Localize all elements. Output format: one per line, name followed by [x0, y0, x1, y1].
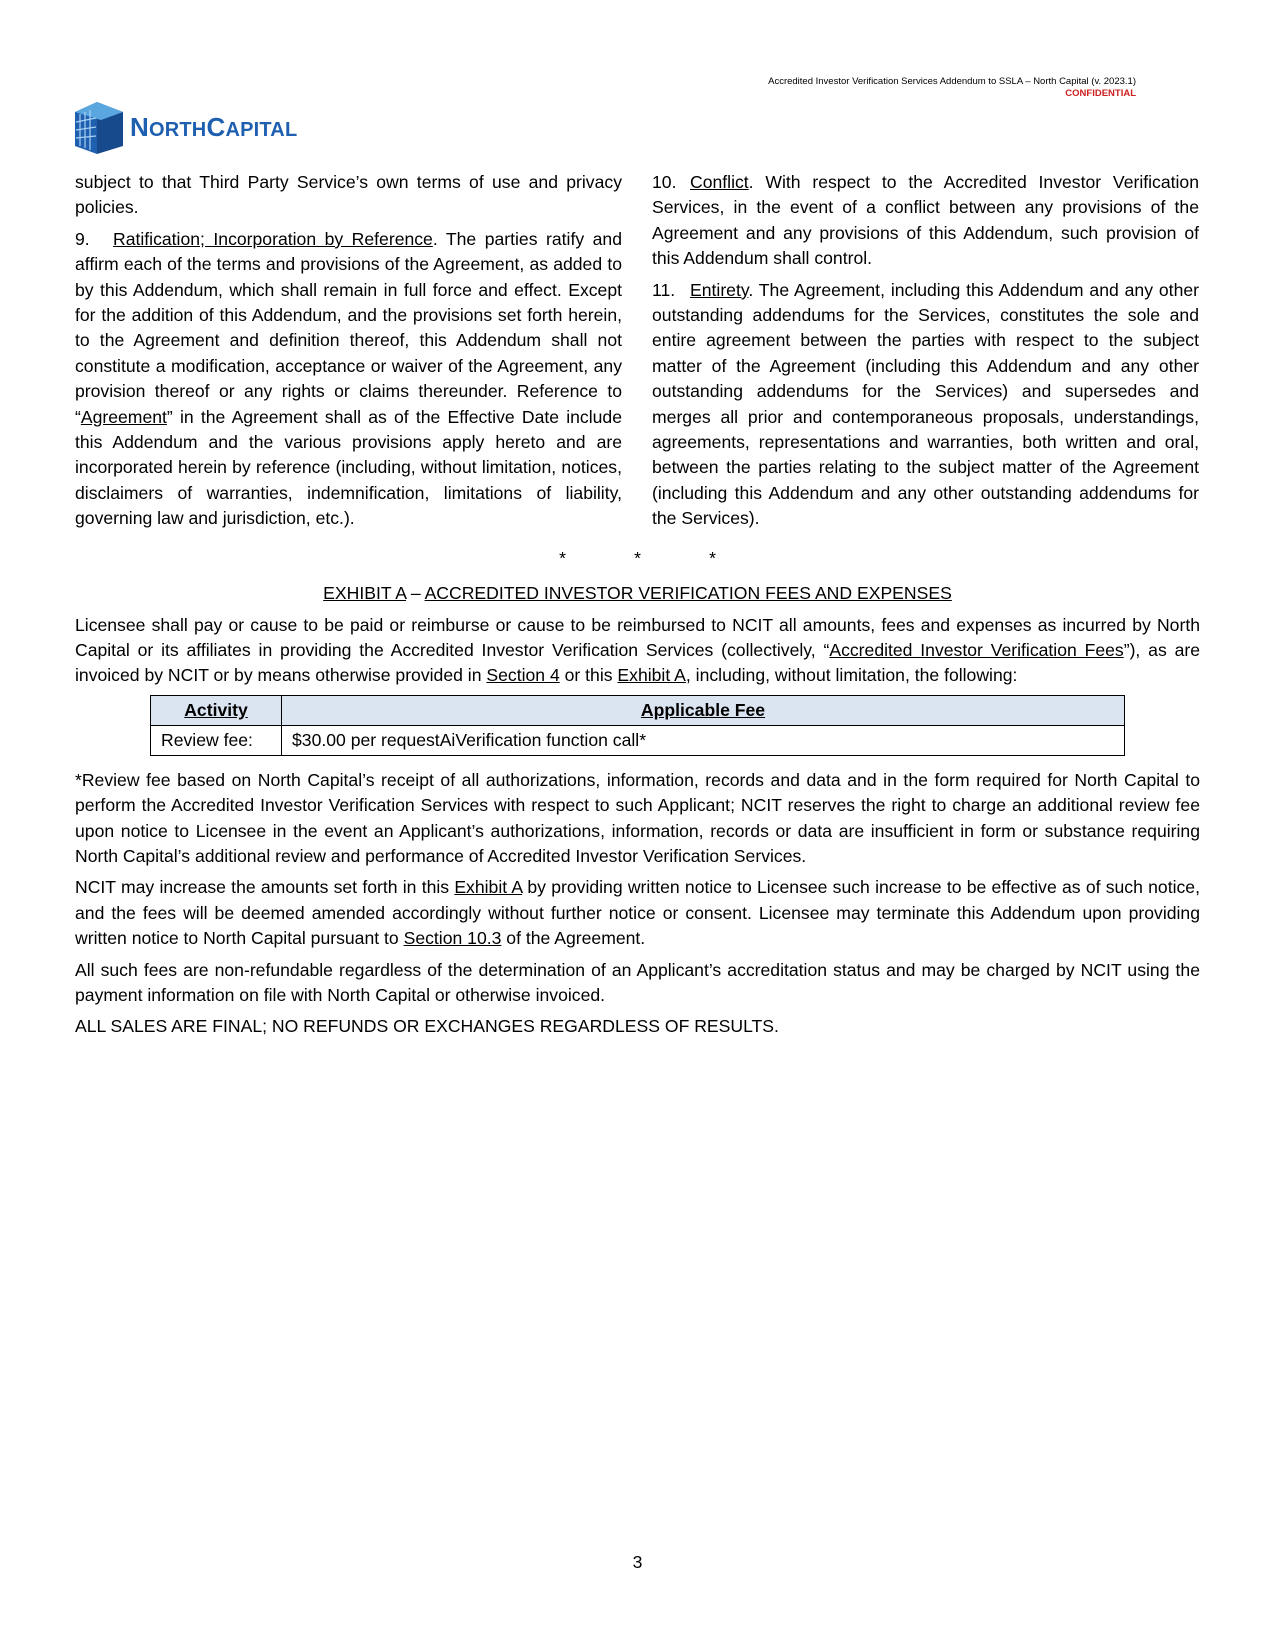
confidential-label: CONFIDENTIAL [1065, 88, 1136, 99]
exhibit-title: ACCREDITED INVESTOR VERIFICATION FEES AND EXPENSES [424, 583, 952, 604]
section-9-text-b: ” in the Agreement shall as of the Effective Date include this Addendum and the various provisions apply hereto and are incorporated herein by reference (including, without limitation, notices, disclaimers of warranties, indemnification, limitations of liability, governing law and jurisdiction, etc.). [75, 406, 622, 529]
fee-cell: $30.00 per requestAiVerification function call* [282, 725, 1125, 755]
northcapital-logo [75, 98, 297, 156]
separator-star: * [634, 547, 641, 568]
applicable-fee-header: Applicable Fee [282, 695, 1125, 725]
review-fee-note: *Review fee based on North Capital’s receipt of all authorizations, information, records and data and in the form required for North Capital to perform the Accredited Investor Verification Services with respect to such Applicant; NCIT reserves the right to charge an additional review fee upon notice to Licensee in the event an Applicant’s authorizations, information, records or data are insufficient in form or substance requiring North Capital’s additional review and performance of Accredited Investor Verification Services. [75, 769, 1200, 866]
section-10-3-reference: Section 10.3 [403, 928, 502, 949]
right-column [652, 170, 1199, 538]
section-9-title: Ratification; Incorporation by Reference [113, 228, 433, 249]
sales-final-paragraph: ALL SALES ARE FINAL; NO REFUNDS OR EXCHANGES REGARDLESS OF RESULTS. [75, 1016, 779, 1037]
brand-orth: ORTH [148, 119, 207, 141]
exhibit-intro-a: Licensee shall pay or cause to be paid or reimburse or cause to be reimbursed to NCIT all amounts, fees and expenses as incurred by North Capital or its affiliates in providing the Accredited Investor Verification Services (collectively, “ [75, 614, 1200, 660]
exhibit-intro-c: or this [559, 665, 618, 686]
section-11 [652, 278, 1199, 532]
section-4-reference: Section 4 [486, 665, 560, 686]
section-separator [75, 546, 1200, 571]
increase-text-c: of the Agreement. [501, 928, 646, 949]
brand-letter-n: N [130, 112, 149, 142]
brand-letter-c: C [206, 112, 226, 142]
fee-increase-paragraph [75, 875, 1200, 951]
fee-table [150, 695, 1125, 756]
section-10-title: Conflict [690, 172, 749, 192]
two-column-section [75, 170, 1200, 538]
separator-star: * [559, 547, 566, 568]
header-title: Accredited Investor Verification Services Addendum to SSLA – North Capital (v. 2023.1) [768, 76, 1136, 87]
increase-text-b: by providing written notice to Licensee such increase to be effective as of such notice, and the fees will be deemed amended accordingly without further notice or consent. Licensee may terminate this Addendum upon providing written notice to North Capital pursuant to [75, 877, 1200, 949]
exhibit-a-reference: Exhibit A [617, 665, 686, 686]
table-row [151, 725, 1125, 755]
section-11-number: 11. [652, 279, 676, 300]
exhibit-label: EXHIBIT A [323, 583, 406, 604]
exhibit-dash: – [405, 583, 425, 604]
left-column [75, 170, 622, 538]
separator-star: * [709, 547, 716, 568]
activity-cell: Review fee: [151, 725, 282, 755]
continued-paragraph: subject to that Third Party Service’s own terms of use and privacy policies. [75, 172, 622, 218]
section-10 [652, 170, 1199, 272]
brand-apital: APITAL [225, 119, 298, 141]
exhibit-intro-d: , including, without limitation, the following: [685, 665, 1018, 686]
section-11-title: Entirety [690, 279, 749, 300]
exhibit-intro-b: ”), as are invoiced by NCIT or by means otherwise provided in [75, 639, 1200, 686]
section-10-text: . With respect to the Accredited Investor Verification Services, in the event of a conflict between any provisions of the Agreement and any provisions of this Addendum, such provision of this Addendum shall control. [652, 172, 1199, 269]
exhibit-intro [75, 613, 1200, 689]
section-10-number: 10. [652, 172, 677, 192]
agreement-term: Agreement [80, 406, 167, 427]
exhibit-heading [75, 581, 1200, 606]
increase-text-a: NCIT may increase the amounts set forth in this [75, 877, 455, 898]
exhibit-a-reference: Exhibit A [454, 877, 523, 898]
fee-table-header-row [151, 695, 1125, 725]
section-9 [75, 227, 622, 532]
activity-header: Activity [151, 695, 282, 725]
non-refundable-paragraph: All such fees are non-refundable regardless of the determination of an Applicant’s accreditation status and may be charged by NCIT using the payment information on file with North Capital or otherwise invoiced. [75, 959, 1200, 1005]
building-logo-icon [75, 100, 125, 154]
brand-name [130, 114, 297, 140]
section-9-number: 9. [75, 228, 90, 249]
section-9-text-a: . The parties ratify and affirm each of the terms and provisions of the Agreement, as added to by this Addendum, which shall remain in full force and effect. Except for the addition of this Addendum, and the provisions set forth herein, to the Agreement and definition thereof, this Addendum shall not constitute a modification, acceptance or waiver of the Agreement, any provision thereof or any rights or claims thereunder. Reference to “ [75, 228, 622, 427]
page-number: 3 [632, 1552, 643, 1572]
defined-term-fees: Accredited Investor Verification Fees [829, 639, 1124, 660]
document-body [75, 170, 1200, 1046]
page-header [768, 76, 1136, 100]
section-11-text: . The Agreement, including this Addendum and any other outstanding addendums for the Services, constitutes the sole and entire agreement between the parties with respect to the subject matter of the Agreement (including this Addendum and any other outstanding addendums for the Services) and supersedes and merges all prior and contemporaneous proposals, understandings, agreements, representations and warranties, both written and oral, between the parties relating to the subject matter of the Agreement (including this Addendum and any other outstanding addendums for the Services). [652, 279, 1199, 529]
